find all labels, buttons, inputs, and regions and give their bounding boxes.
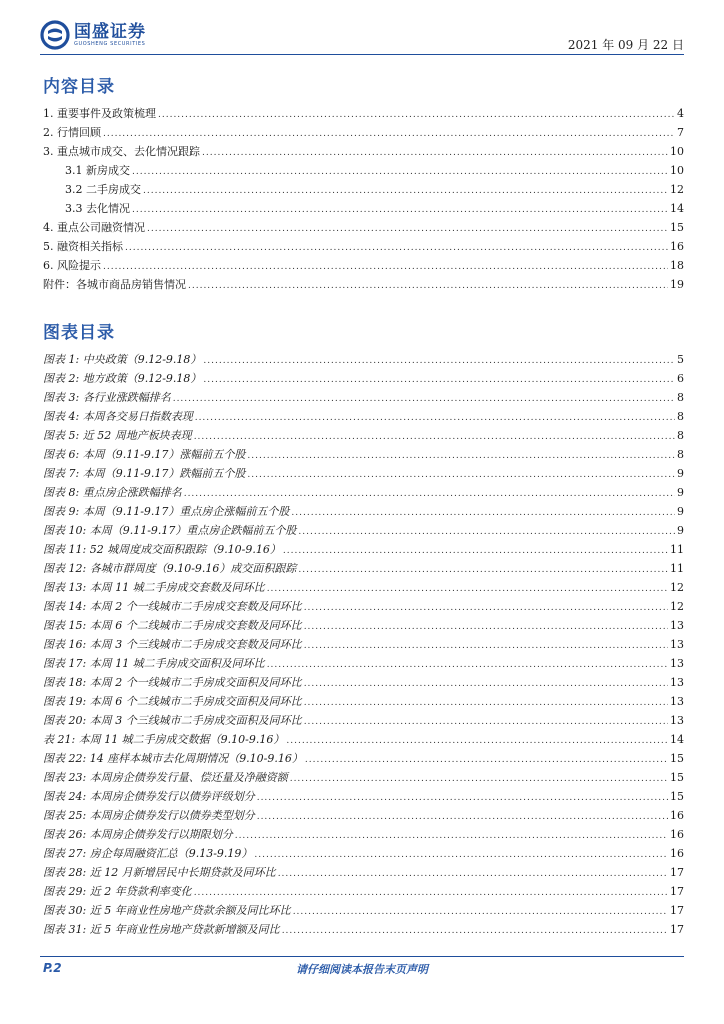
figures-list [43, 350, 684, 939]
entry-label: 图表 19: 本周 6 个二线城市二手房成交面积及同环比 [43, 695, 302, 708]
entry-label: 图表 20: 本周 3 个三线城市二手房成交面积及同环比 [43, 714, 302, 727]
entry-page-number: 11 [670, 543, 684, 556]
figure-entry[interactable] [43, 654, 684, 673]
contents-list [43, 104, 684, 294]
entry-label: 图表 25: 本周房企债券发行以债券类型划分 [43, 809, 255, 822]
leader-dots [290, 770, 668, 789]
leader-dots [304, 637, 668, 656]
entry-label: 图表 10: 本周（9.11-9.17）重点房企跌幅前五个股 [43, 524, 297, 537]
figure-entry[interactable] [43, 540, 684, 559]
contents-entry[interactable] [43, 275, 684, 294]
contents-entry[interactable] [43, 218, 684, 237]
contents-title: 内容目录 [43, 77, 115, 97]
leader-dots [195, 409, 675, 428]
entry-label: 图表 8: 重点房企涨跌幅排名 [43, 486, 182, 499]
contents-entry[interactable] [43, 180, 684, 199]
leader-dots [143, 182, 668, 201]
page-header [40, 18, 684, 54]
entry-page-number: 12 [670, 581, 684, 594]
figures-title: 图表目录 [43, 323, 115, 343]
entry-label: 图表 7: 本周（9.11-9.17）跌幅前五个股 [43, 467, 246, 480]
leader-dots [203, 371, 675, 390]
footer-rule [40, 956, 684, 957]
entry-label: 图表 22: 14 座样本城市去化周期情况（9.10-9.16） [43, 752, 303, 765]
figure-entry[interactable] [43, 559, 684, 578]
leader-dots [278, 865, 668, 884]
entry-label: 附件：各城市商品房销售情况 [43, 278, 186, 291]
figure-entry[interactable] [43, 426, 684, 445]
entry-page-number: 16 [670, 847, 684, 860]
entry-page-number: 12 [670, 183, 684, 196]
contents-entry[interactable] [43, 142, 684, 161]
entry-page-number: 14 [670, 202, 684, 215]
header-rule [40, 54, 684, 55]
entry-label: 图表 2: 地方政策（9.12-9.18） [43, 372, 202, 385]
entry-label: 图表 4: 本周各交易日指数表现 [43, 410, 193, 423]
entry-page-number: 16 [670, 809, 684, 822]
leader-dots [247, 447, 675, 466]
entry-page-number: 15 [670, 790, 684, 803]
leader-dots [194, 428, 675, 447]
figure-entry[interactable] [43, 407, 684, 426]
figure-entry[interactable] [43, 692, 684, 711]
entry-label: 2. 行情回顾 [43, 126, 101, 139]
entry-page-number: 15 [670, 771, 684, 784]
entry-page-number: 17 [670, 866, 684, 879]
entry-label: 图表 29: 近 2 年贷款利率变化 [43, 885, 192, 898]
leader-dots [158, 106, 675, 125]
contents-entry[interactable] [43, 161, 684, 180]
entry-page-number: 16 [670, 828, 684, 841]
leader-dots [247, 466, 675, 485]
report-date: 2021 年 09 月 22 日 [567, 38, 684, 52]
figure-entry[interactable] [43, 483, 684, 502]
entry-page-number: 13 [670, 638, 684, 651]
figure-entry[interactable] [43, 616, 684, 635]
leader-dots [304, 675, 668, 694]
entry-page-number: 19 [670, 278, 684, 291]
leader-dots [202, 144, 668, 163]
entry-label: 表 21: 本周 11 城二手房成交数据（9.10-9.16） [43, 733, 285, 746]
entry-page-number: 17 [670, 885, 684, 898]
entry-page-number: 12 [670, 600, 684, 613]
entry-page-number: 8 [677, 410, 684, 423]
figure-entry[interactable] [43, 464, 684, 483]
figure-entry[interactable] [43, 502, 684, 521]
figure-entry[interactable] [43, 768, 684, 787]
entry-label: 3.1 新房成交 [65, 164, 130, 177]
entry-page-number: 14 [670, 733, 684, 746]
entry-page-number: 18 [670, 259, 684, 272]
entry-label: 3. 重点城市成交、去化情况跟踪 [43, 145, 200, 158]
brand-logo [40, 20, 146, 50]
entry-label: 图表 30: 近 5 年商业性房地产贷款余额及同比环比 [43, 904, 291, 917]
disclaimer-note: 请仔细阅读本报告末页声明 [296, 963, 428, 976]
entry-page-number: 13 [670, 695, 684, 708]
figure-entry[interactable] [43, 749, 684, 768]
figure-entry[interactable] [43, 730, 684, 749]
leader-dots [304, 599, 668, 618]
contents-entry[interactable] [43, 123, 684, 142]
figure-entry[interactable] [43, 350, 684, 369]
entry-page-number: 10 [670, 164, 684, 177]
entry-page-number: 8 [677, 391, 684, 404]
entry-label: 图表 31: 近 5 年商业性房地产贷款新增额及同比 [43, 923, 280, 936]
entry-page-number: 6 [677, 372, 684, 385]
leader-dots [235, 827, 668, 846]
brand-name-en: GUOSHENG SECURITIES [74, 41, 146, 47]
guosheng-logo-icon [40, 20, 70, 50]
entry-label: 图表 15: 本周 6 个二线城市二手房成交套数及同环比 [43, 619, 302, 632]
contents-entry[interactable] [43, 199, 684, 218]
leader-dots [103, 258, 668, 277]
entry-label: 图表 16: 本周 3 个三线城市二手房成交套数及同环比 [43, 638, 302, 651]
leader-dots [257, 808, 668, 827]
entry-page-number: 10 [670, 145, 684, 158]
figure-entry[interactable] [43, 825, 684, 844]
entry-label: 图表 18: 本周 2 个一线城市二手房成交面积及同环比 [43, 676, 302, 689]
entry-label: 1. 重要事件及政策梳理 [43, 107, 156, 120]
entry-label: 图表 11: 52 城周度成交面积跟踪（9.10-9.16） [43, 543, 281, 556]
figure-entry[interactable] [43, 597, 684, 616]
entry-page-number: 9 [677, 505, 684, 518]
entry-page-number: 15 [670, 752, 684, 765]
entry-page-number: 8 [677, 448, 684, 461]
entry-label: 图表 23: 本周房企债券发行量、偿还量及净融资额 [43, 771, 288, 784]
entry-label: 5. 融资相关指标 [43, 240, 123, 253]
leader-dots [304, 713, 668, 732]
entry-label: 图表 17: 本周 11 城二手房成交面积及同环比 [43, 657, 265, 670]
entry-page-number: 17 [670, 904, 684, 917]
leader-dots [188, 277, 668, 296]
leader-dots [257, 789, 668, 808]
leader-dots [267, 580, 668, 599]
figure-entry[interactable] [43, 920, 684, 939]
entry-label: 6. 风险提示 [43, 259, 101, 272]
entry-page-number: 7 [677, 126, 684, 139]
entry-page-number: 13 [670, 676, 684, 689]
brand-name-cn: 国盛证券 [74, 22, 146, 42]
entry-label: 图表 14: 本周 2 个一线城市二手房成交套数及同环比 [43, 600, 302, 613]
entry-label: 3.2 二手房成交 [65, 183, 141, 196]
entry-page-number: 8 [677, 429, 684, 442]
entry-label: 4. 重点公司融资情况 [43, 221, 145, 234]
leader-dots [286, 732, 668, 751]
entry-page-number: 4 [677, 107, 684, 120]
leader-dots [304, 694, 668, 713]
entry-page-number: 9 [677, 524, 684, 537]
figure-entry[interactable] [43, 673, 684, 692]
entry-page-number: 5 [677, 353, 684, 366]
leader-dots [282, 922, 668, 941]
entry-label: 图表 24: 本周房企债券发行以债券评级划分 [43, 790, 255, 803]
leader-dots [254, 846, 668, 865]
entry-label: 图表 26: 本周房企债券发行以期限划分 [43, 828, 233, 841]
leader-dots [283, 542, 668, 561]
leader-dots [132, 163, 668, 182]
figure-entry[interactable] [43, 863, 684, 882]
figure-entry[interactable] [43, 844, 684, 863]
page-number: P.2 [43, 961, 62, 975]
leader-dots [267, 656, 668, 675]
leader-dots [298, 523, 675, 542]
leader-dots [298, 561, 668, 580]
contents-entry[interactable] [43, 104, 684, 123]
entry-page-number: 13 [670, 619, 684, 632]
figure-entry[interactable] [43, 806, 684, 825]
entry-page-number: 17 [670, 923, 684, 936]
entry-label: 图表 13: 本周 11 城二手房成交套数及同环比 [43, 581, 265, 594]
leader-dots [173, 390, 675, 409]
entry-label: 图表 6: 本周（9.11-9.17）涨幅前五个股 [43, 448, 246, 461]
figure-entry[interactable] [43, 521, 684, 540]
contents-entry[interactable] [43, 237, 684, 256]
leader-dots [293, 903, 668, 922]
leader-dots [132, 201, 668, 220]
figure-entry[interactable] [43, 578, 684, 597]
figure-entry[interactable] [43, 635, 684, 654]
entry-page-number: 11 [670, 562, 684, 575]
entry-label: 图表 27: 房企每周融资汇总（9.13-9.19） [43, 847, 253, 860]
leader-dots [147, 220, 668, 239]
entry-page-number: 13 [670, 657, 684, 670]
leader-dots [304, 618, 668, 637]
entry-label: 图表 5: 近 52 周地产板块表现 [43, 429, 192, 442]
entry-page-number: 13 [670, 714, 684, 727]
entry-page-number: 9 [677, 486, 684, 499]
entry-label: 图表 9: 本周（9.11-9.17）重点房企涨幅前五个股 [43, 505, 290, 518]
entry-label: 图表 12: 各城市群周度（9.10-9.16）成交面积跟踪 [43, 562, 297, 575]
leader-dots [125, 239, 668, 258]
entry-page-number: 16 [670, 240, 684, 253]
figure-entry[interactable] [43, 388, 684, 407]
leader-dots [291, 504, 675, 523]
entry-label: 3.3 去化情况 [65, 202, 130, 215]
leader-dots [203, 352, 675, 371]
entry-label: 图表 1: 中央政策（9.12-9.18） [43, 353, 202, 366]
figure-entry[interactable] [43, 901, 684, 920]
entry-label: 图表 28: 近 12 月新增居民中长期贷款及同环比 [43, 866, 276, 879]
figure-entry[interactable] [43, 711, 684, 730]
entry-page-number: 9 [677, 467, 684, 480]
figure-entry[interactable] [43, 445, 684, 464]
figure-entry[interactable] [43, 369, 684, 388]
figure-entry[interactable] [43, 882, 684, 901]
leader-dots [305, 751, 668, 770]
figure-entry[interactable] [43, 787, 684, 806]
entry-label: 图表 3: 各行业涨跌幅排名 [43, 391, 171, 404]
contents-entry[interactable] [43, 256, 684, 275]
entry-page-number: 15 [670, 221, 684, 234]
